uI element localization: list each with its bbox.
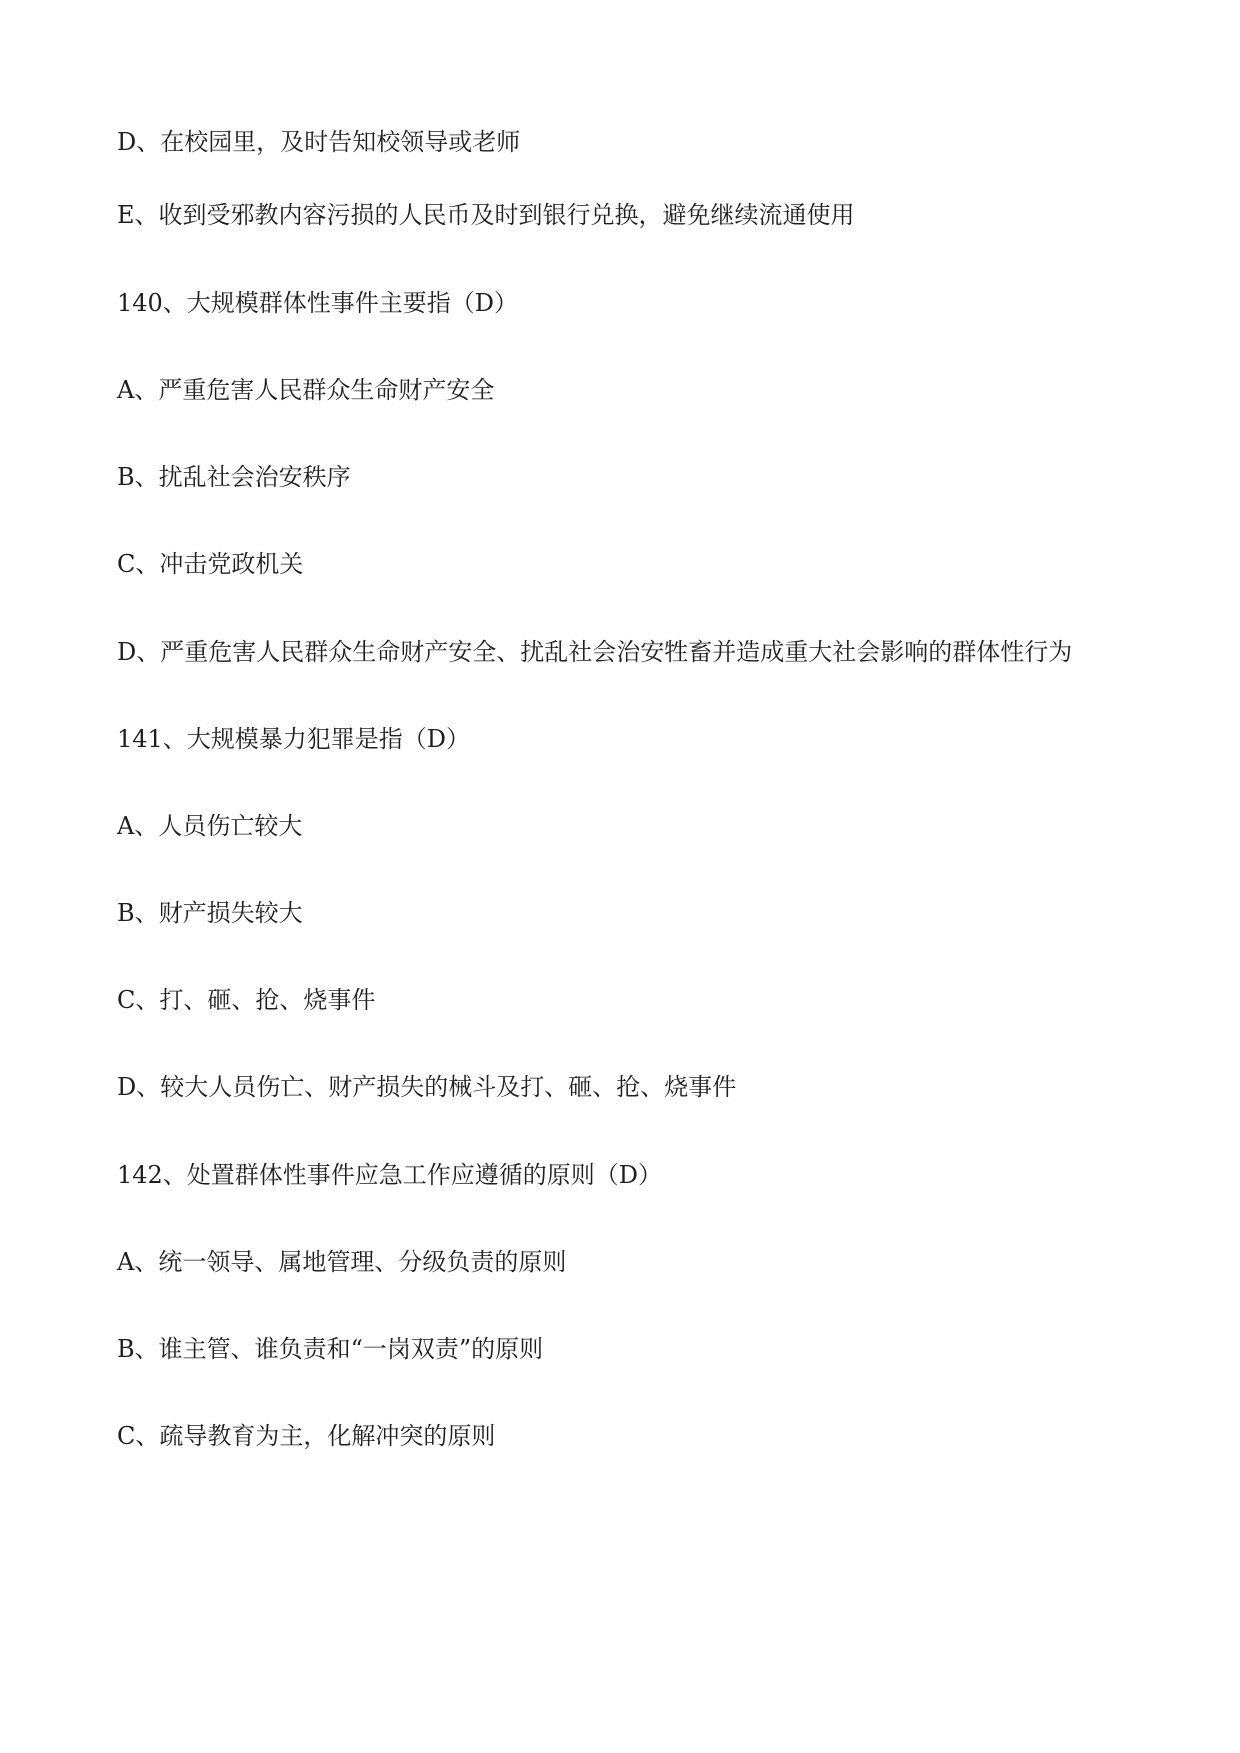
option-a-q141: A、人员伤亡较大 <box>117 812 303 840</box>
option-b-q142: B、谁主管、谁负责和“一岗双责”的原则 <box>117 1335 544 1363</box>
option-b-q140: B、扰乱社会治安秩序 <box>117 463 351 491</box>
option-a-q142: A、统一领导、属地管理、分级负责的原则 <box>117 1248 567 1276</box>
option-e-q139: E、收到受邪教内容污损的人民币及时到银行兑换，避免继续流通使用 <box>117 201 855 229</box>
option-b-q141: B、财产损失较大 <box>117 899 303 927</box>
question-141: 141、大规模暴力犯罪是指（D） <box>117 725 471 753</box>
question-140: 140、大规模群体性事件主要指（D） <box>117 289 519 317</box>
option-a-q140: A、严重危害人民群众生命财产安全 <box>117 376 495 404</box>
option-c-q141: C、打、砸、抢、烧事件 <box>117 986 376 1014</box>
option-d-q139: D、在校园里，及时告知校领导或老师 <box>117 128 521 156</box>
option-d-q140: D、严重危害人民群众生命财产安全、扰乱社会治安牲畜并造成重大社会影响的群体性行为 <box>117 638 1073 666</box>
option-c-q142: C、疏导教育为主，化解冲突的原则 <box>117 1422 496 1450</box>
option-c-q140: C、冲击党政机关 <box>117 550 304 578</box>
question-142: 142、处置群体性事件应急工作应遵循的原则（D） <box>117 1161 663 1189</box>
option-d-q141: D、较大人员伤亡、财产损失的械斗及打、砸、抢、烧事件 <box>117 1073 737 1101</box>
